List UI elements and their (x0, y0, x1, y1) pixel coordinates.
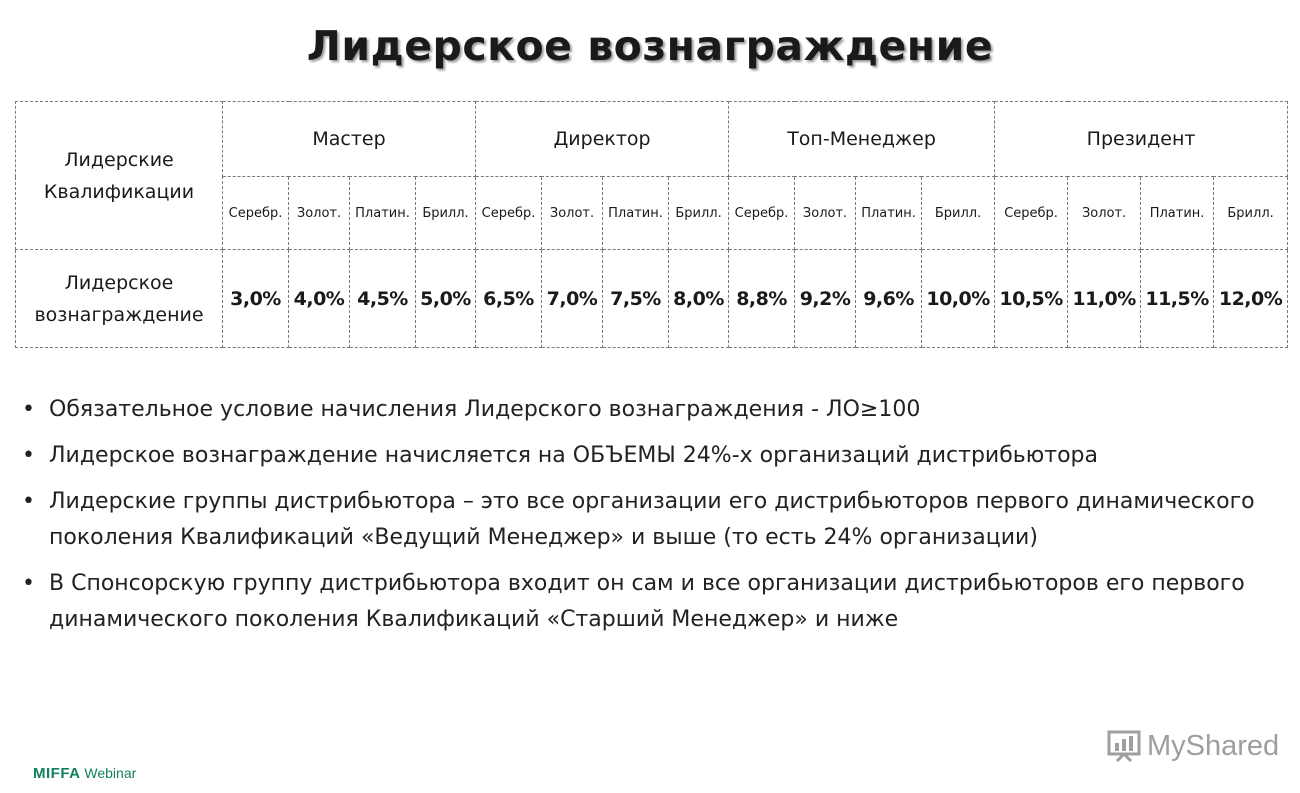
logo-main-text: MIFFA (33, 765, 81, 782)
level-cell: Платин. (350, 177, 416, 250)
level-cell: Серебр. (995, 177, 1068, 250)
group-header-president: Президент (995, 102, 1288, 177)
slide-title: Лидерское вознаграждение (306, 22, 994, 70)
leader-reward-table (15, 101, 1288, 348)
level-cell: Брилл. (1214, 177, 1288, 250)
presentation-board-icon (1107, 730, 1141, 762)
reward-value-cell: 9,2% (795, 250, 856, 348)
level-cell: Серебр. (476, 177, 542, 250)
level-cell: Платин. (856, 177, 922, 250)
list-item: • Лидерские группы дистрибьютора – это все организации его дистрибьюторов первого динамического поколения Квалификаций «Ведущий Менеджер» и выше (то есть 24% организации) (20, 484, 1285, 556)
reward-value-cell: 7,5% (603, 250, 669, 348)
level-cell: Золот. (795, 177, 856, 250)
table-value-row (16, 250, 1288, 348)
level-cell: Брилл. (922, 177, 995, 250)
reward-value-cell: 4,0% (289, 250, 350, 348)
reward-value-cell: 9,6% (856, 250, 922, 348)
list-item: • Обязательное условие начисления Лидерского вознаграждения - ЛО≥100 (20, 392, 1285, 428)
watermark-text: MyShared (1147, 729, 1280, 762)
level-cell: Золот. (542, 177, 603, 250)
reward-value-cell: 10,5% (995, 250, 1068, 348)
reward-value-cell: 11,5% (1141, 250, 1214, 348)
list-item: • В Спонсорскую группу дистрибьютора входит он сам и все организации дистрибьюторов его первого динамического поколения Квалификаций «Старший Менеджер» и ниже (20, 566, 1285, 638)
level-cell: Платин. (603, 177, 669, 250)
level-cell: Брилл. (416, 177, 476, 250)
qualifications-header: Лидерские Квалификации (16, 102, 223, 250)
group-header-master: Мастер (223, 102, 476, 177)
reward-value-cell: 4,5% (350, 250, 416, 348)
reward-value-cell: 5,0% (416, 250, 476, 348)
level-cell: Платин. (1141, 177, 1214, 250)
logo-sub-text: Webinar (84, 765, 137, 781)
reward-value-cell: 10,0% (922, 250, 995, 348)
level-cell: Брилл. (669, 177, 729, 250)
myshared-watermark (1107, 726, 1279, 766)
level-cell: Золот. (1068, 177, 1141, 250)
reward-value-cell: 12,0% (1214, 250, 1288, 348)
reward-value-cell: 6,5% (476, 250, 542, 348)
level-cell: Серебр. (729, 177, 795, 250)
level-cell: Серебр. (223, 177, 289, 250)
reward-value-cell: 8,0% (669, 250, 729, 348)
mirra-webinar-logo (33, 763, 136, 784)
list-item: • Лидерское вознаграждение начисляется на ОБЪЕМЫ 24%-х организаций дистрибьютора (20, 438, 1285, 474)
group-header-director: Директор (476, 102, 729, 177)
level-cell: Золот. (289, 177, 350, 250)
table-header-row (16, 102, 1288, 177)
conditions-list (20, 392, 1285, 648)
reward-row-header: Лидерское вознаграждение (16, 250, 223, 348)
group-header-top-manager: Топ-Менеджер (729, 102, 995, 177)
reward-value-cell: 8,8% (729, 250, 795, 348)
reward-value-cell: 7,0% (542, 250, 603, 348)
reward-value-cell: 3,0% (223, 250, 289, 348)
reward-value-cell: 11,0% (1068, 250, 1141, 348)
